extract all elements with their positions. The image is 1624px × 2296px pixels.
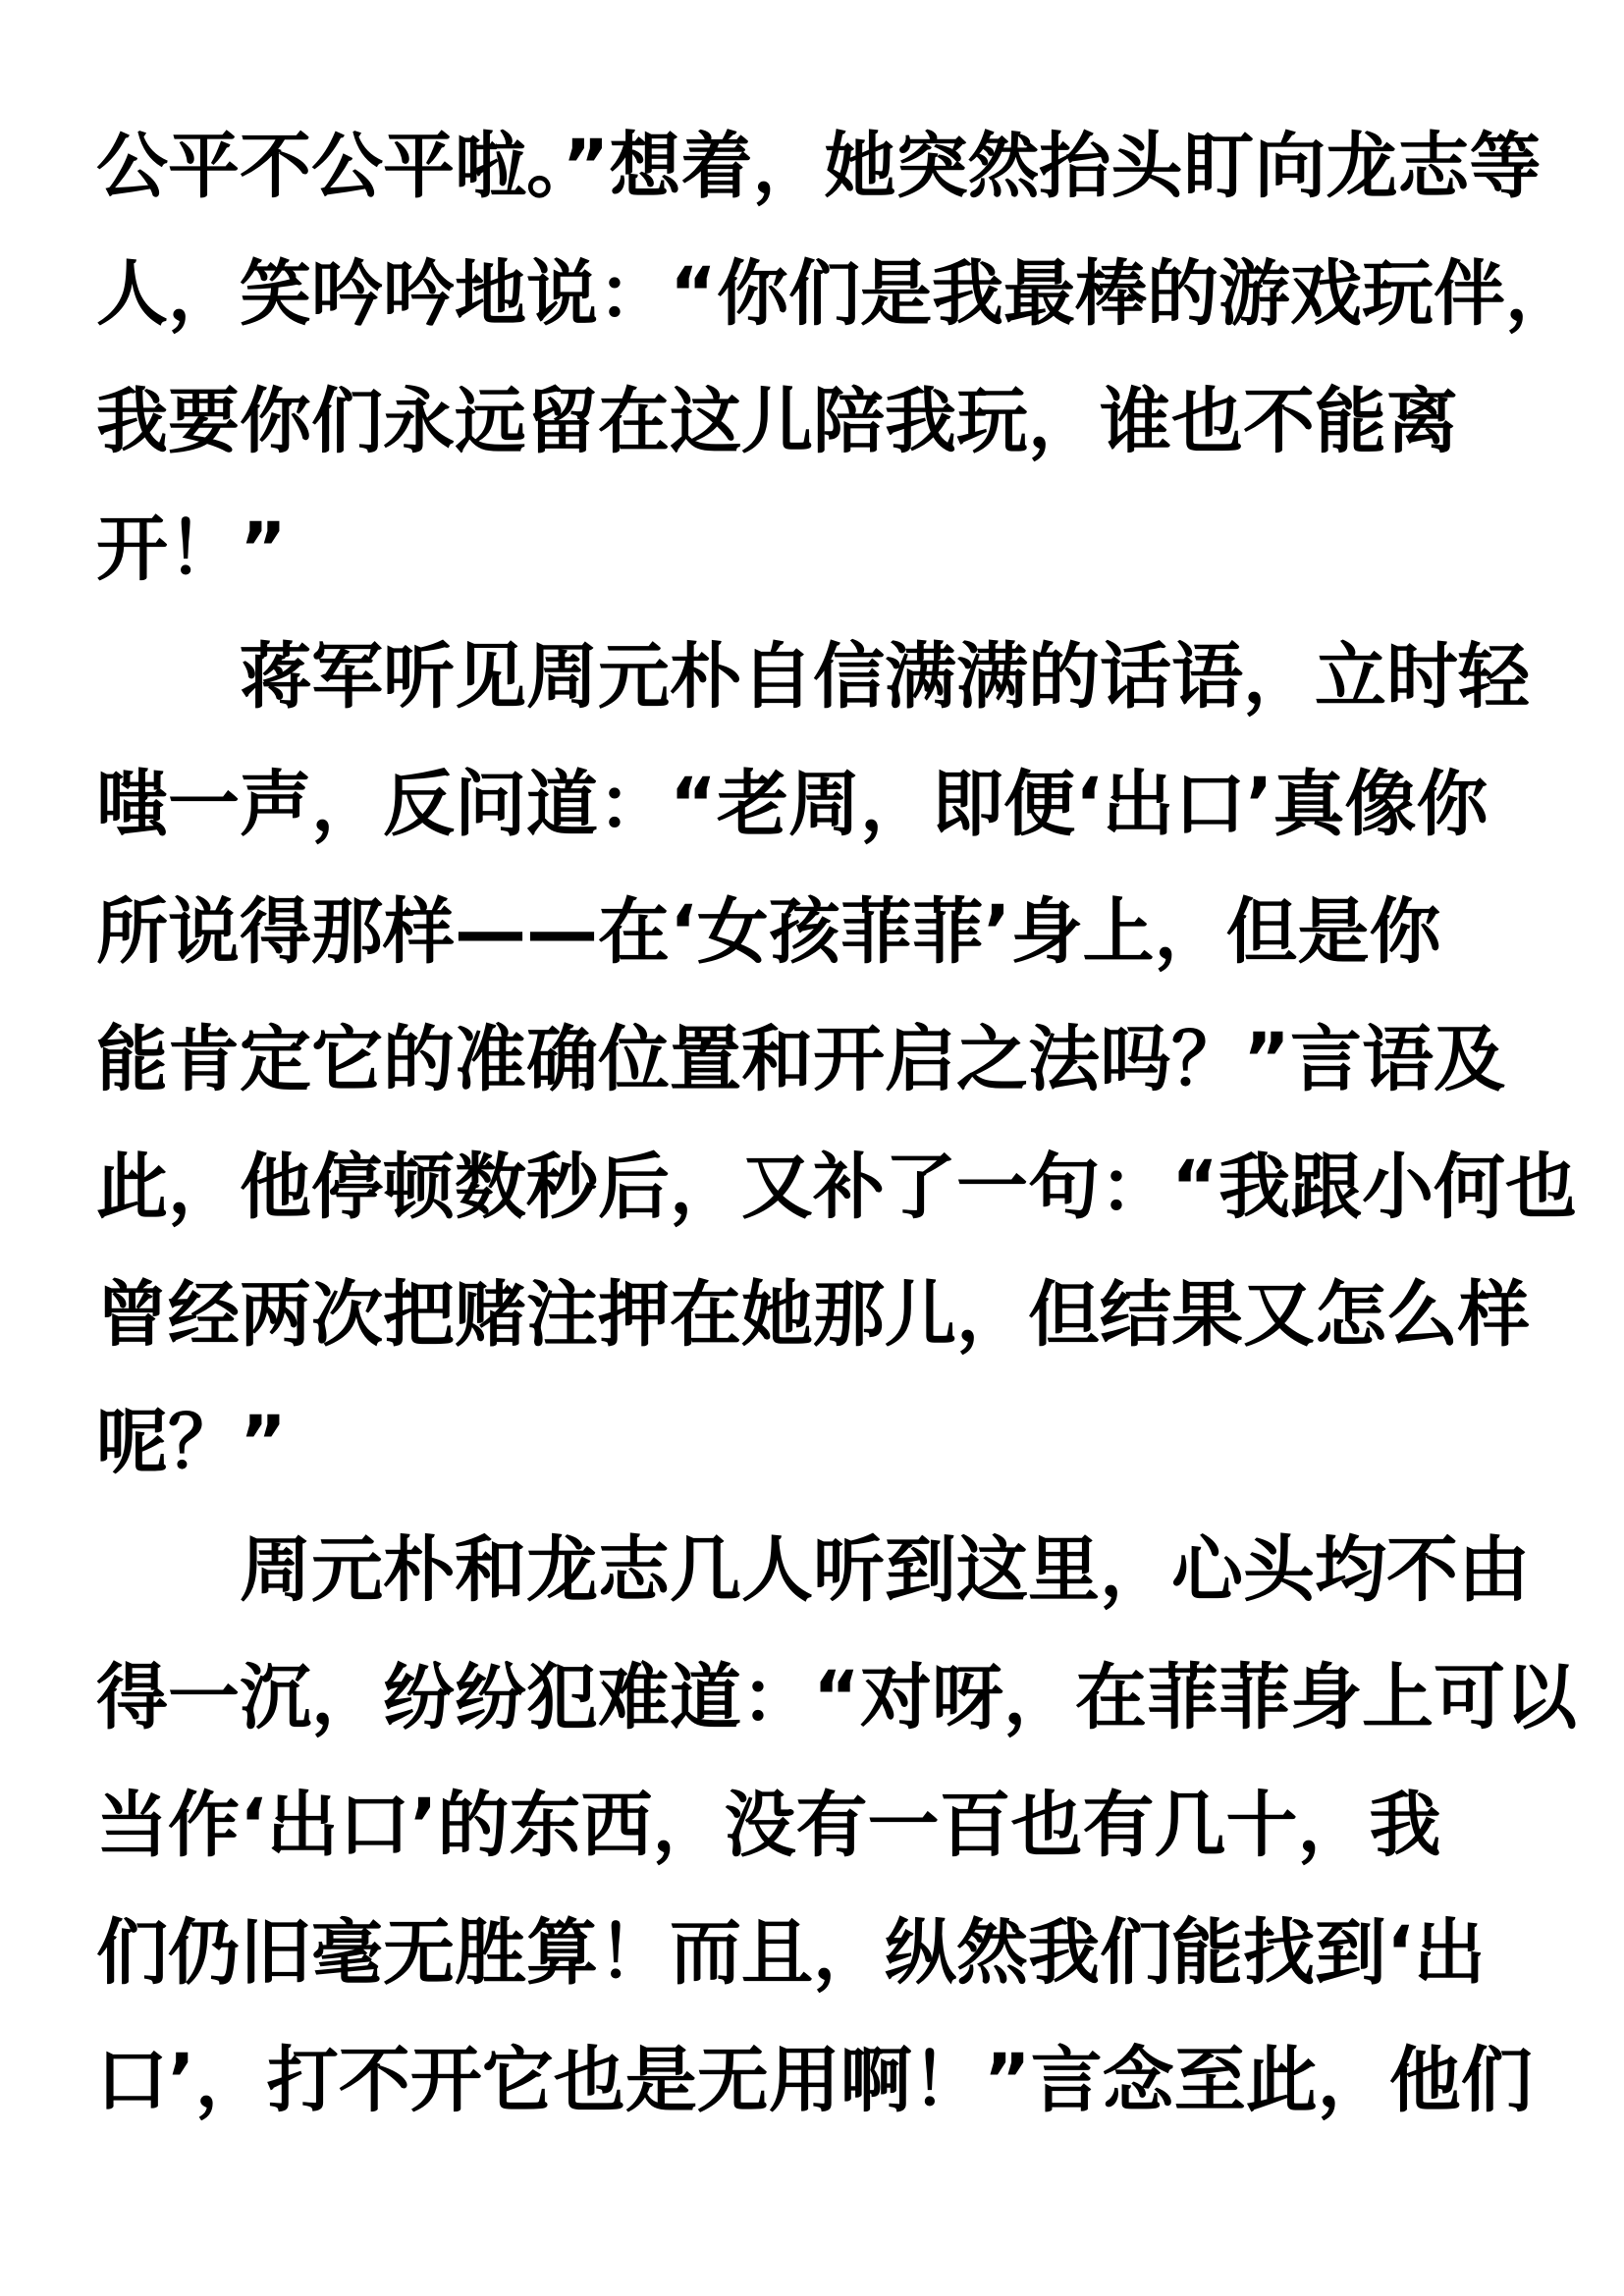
- paragraph: [96, 1507, 1577, 2145]
- text-line: 能肯定它的准确位置和开启之法吗？”言语及: [96, 1018, 1505, 1101]
- text-line: 口’，打不开它也是无用啊！”言念至此，他们: [96, 2039, 1533, 2122]
- text-line: 周元朴和龙志几人听到这里，心头均不由: [240, 1528, 1530, 1612]
- text-line: 此，他停顿数秒后，又补了一句：“我跟小何也: [96, 1146, 1577, 1229]
- paragraph: [96, 103, 1577, 614]
- text-line: 嗤一声，反问道：“老周，即便‘出口’真像你: [96, 763, 1489, 846]
- text-line: 曾经两次把赌注押在她那儿，但结果又怎么样: [96, 1273, 1530, 1357]
- text-line: 我要你们永远留在这儿陪我玩，谁也不能离: [96, 380, 1458, 463]
- text-line: 公平不公平啦。”想着，她突然抬头盯向龙志等: [96, 125, 1542, 208]
- paragraph: [96, 614, 1577, 1507]
- text-line: 人，笑吟吟地说：“你们是我最棒的游戏玩伴，: [96, 252, 1577, 336]
- page-text-block: [96, 103, 1577, 2145]
- text-line: 开！”: [96, 507, 287, 591]
- text-line: 当作‘出口’的东西，没有一百也有几十，我: [96, 1784, 1441, 1867]
- text-line: 们仍旧毫无胜算！而且，纵然我们能找到‘出: [96, 1911, 1486, 1995]
- text-line: 得一沉，纷纷犯难道：“对呀，在菲菲身上可以: [96, 1656, 1577, 1739]
- text-line: 蒋军听见周元朴自信满满的话语，立时轻: [240, 635, 1530, 719]
- text-line: 呢？”: [96, 1401, 287, 1484]
- text-line: 所说得那样——在‘女孩菲菲’身上，但是你: [96, 890, 1441, 974]
